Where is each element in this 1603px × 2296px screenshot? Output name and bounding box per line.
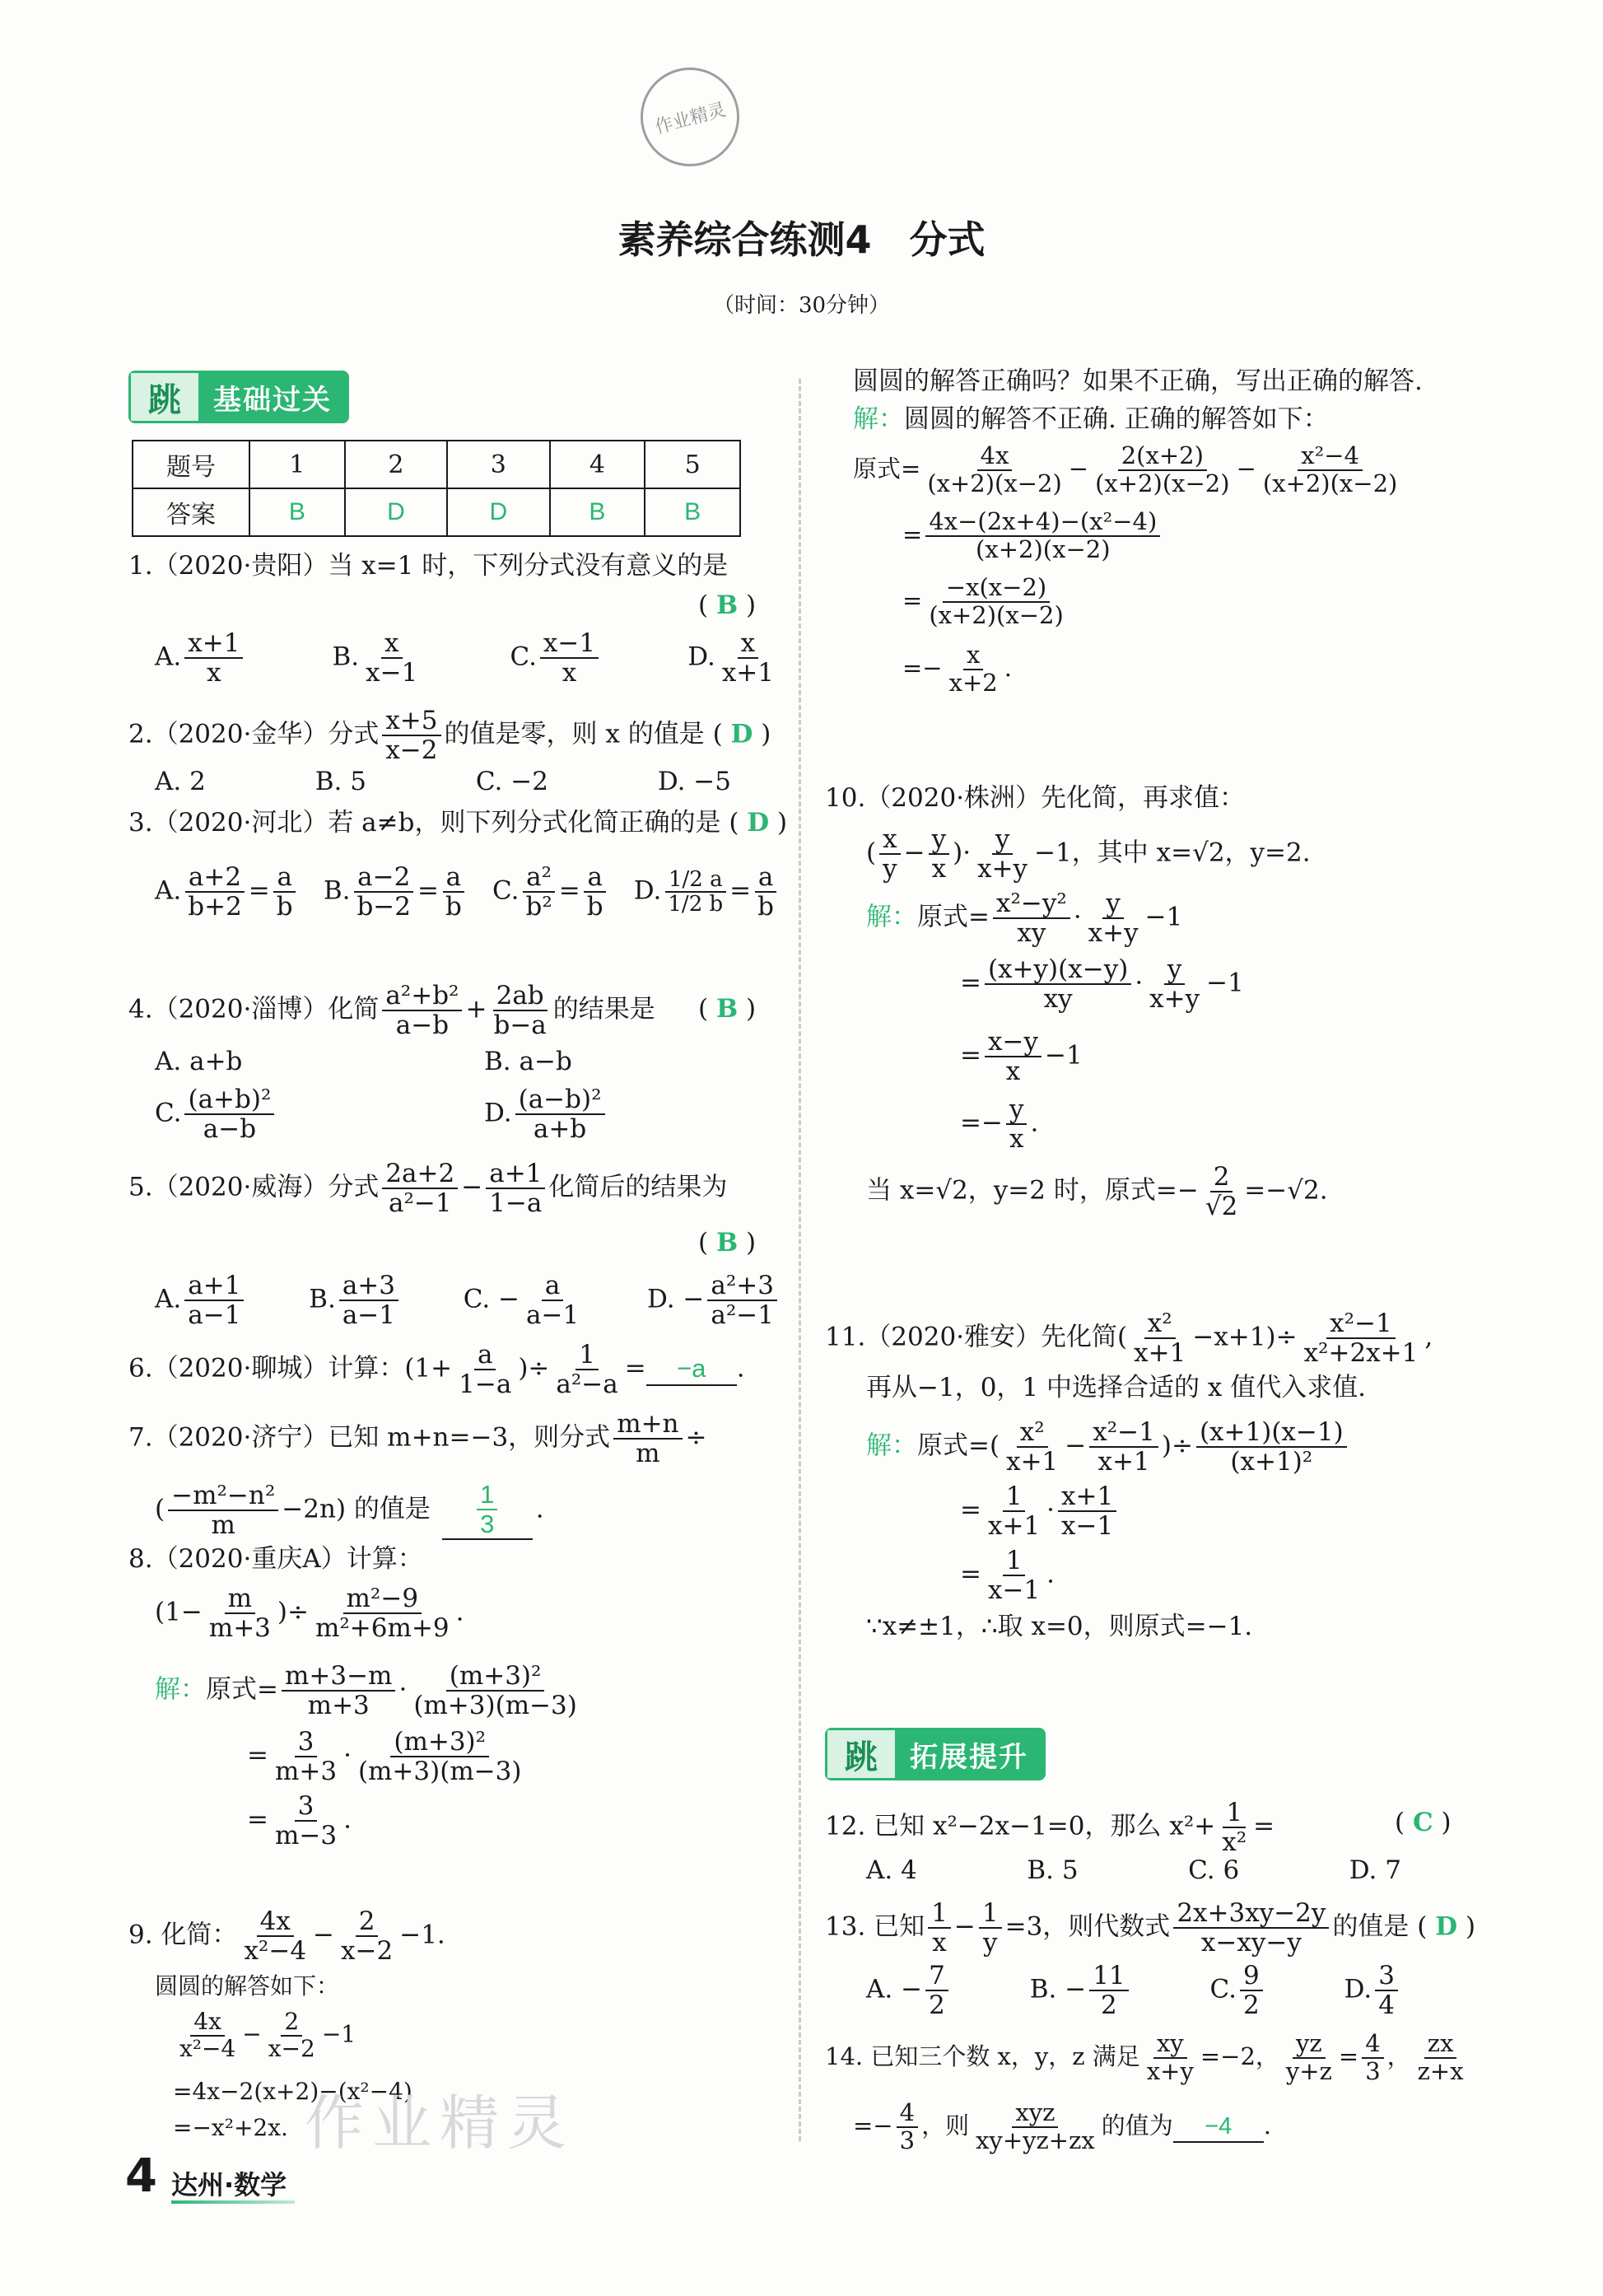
q10-solution-1: 解：原式= $\frac{\text{x²−y²}}{xy}$ · $\frac{y}{x+y}$ −1 bbox=[866, 889, 1183, 949]
q14-line2: =− $\frac{4}{3}$ ，则 $\frac{\text{xyz}}{xy+yz+zx}$ 的值为 −4 . bbox=[853, 2098, 1271, 2154]
q13-options: A. − $\frac{7}{2}$ B. − $\frac{11}{2}$ C. $\frac{9}{2}$ D. $\frac{3}{4}$ bbox=[866, 1962, 1401, 2019]
q1-stem: 1.（2020·贵阳）当 x=1 时，下列分式没有意义的是 bbox=[128, 551, 729, 581]
q1-options bbox=[155, 629, 781, 687]
q8-expr: (1− $\frac{m}{m+3}$ )÷ $\frac{\text{m²−9}}{\text{m²+6m+9}}$ . bbox=[155, 1584, 464, 1644]
q10-solution-3: = $\frac{x-y}{x}$ −1 bbox=[960, 1027, 1083, 1087]
q5-answer-value: B bbox=[715, 1228, 739, 1258]
q12-answer-value: C bbox=[1412, 1808, 1433, 1837]
q2-stem: 2.（2020·金华）分式 $\frac{x+5}{x-2}$ 的值是零，则 x 的值是 ( D ) bbox=[128, 706, 771, 766]
q9-work-2: =−x²+2x. bbox=[173, 2114, 288, 2141]
q7-line2: ( $\frac{\text{−m²−n²}}{m}$ −2n) 的值是 $\frac{1}{3}$ . bbox=[155, 1480, 544, 1541]
q3-option-d: D. $\frac{1/2 a}{1/2 b}$ = $\frac{a}{b}$ bbox=[634, 863, 781, 921]
q3-answer-value: D bbox=[747, 808, 770, 838]
q9-work-0: $\frac{4x}{\text{x²−4}}$ − $\frac{2}{x-2}$ −1 bbox=[179, 2008, 356, 2062]
q11-solution-2: = $\frac{1}{x+1}$ · $\frac{x+1}{x-1}$ bbox=[960, 1482, 1120, 1540]
page-title: 素养综合练测4 分式 bbox=[617, 217, 986, 262]
table-cell-answer: B bbox=[550, 488, 645, 536]
q7-stem: 7.（2020·济宁）已知 m+n=−3，则分式 $\frac{m+n}{m}$ ÷ bbox=[128, 1409, 707, 1469]
q8-stem: 8.（2020·重庆A）计算： bbox=[128, 1544, 423, 1574]
section-header-basic bbox=[128, 371, 349, 423]
q2-answer-value: D bbox=[730, 719, 753, 749]
q2-options: A. 2 B. 5 C. −2 D. −5 bbox=[155, 767, 731, 796]
q1-option-a: A. $\frac{x+1}{x}$ bbox=[155, 629, 246, 687]
column-divider bbox=[799, 379, 801, 2141]
q4-option-c: C. $\frac{\text{(a+b)²}}{a-b}$ bbox=[155, 1085, 277, 1143]
footer-title: 达州·数学 bbox=[171, 2169, 287, 2200]
q3-options bbox=[155, 863, 781, 921]
q12-options: A. 4 B. 5 C. 6 D. 7 bbox=[866, 1855, 1401, 1885]
q11-final: ∵x≠±1，∴取 x=0，则原式=−1. bbox=[866, 1612, 1253, 1641]
time-limit: （时间：30分钟） bbox=[712, 293, 891, 318]
q1-option-b: B. $\frac{x}{x-1}$ bbox=[332, 628, 418, 688]
q8-solution-3: = $\frac{3}{m-3}$ . bbox=[247, 1791, 352, 1851]
footer-line bbox=[171, 2200, 295, 2204]
q9-intro: 圆圆的解答如下： bbox=[155, 1972, 340, 2000]
stamp-logo bbox=[630, 57, 751, 178]
q4-option-a: A. a+b bbox=[155, 1047, 243, 1076]
q12-answer: ( C ) bbox=[1395, 1808, 1452, 1837]
q3-stem: 3.（2020·河北）若 a≠b，则下列分式化简正确的是 ( D ) bbox=[128, 808, 788, 838]
q9-work-1: =4x−2(x+2)−(x²−4) bbox=[173, 2078, 412, 2105]
q11-stem: 11.（2020·雅安）先化简( $\frac{\text{x²}}{x+1}$ −x+1)÷ $\frac{\text{x²−1}}{\text{x²+2x+1}}$ , bbox=[825, 1309, 1433, 1369]
q9-solution-4: =− $\frac{x}{x+2}$ . bbox=[902, 641, 1012, 697]
table-cell-num: 3 bbox=[447, 441, 549, 488]
q14-answer: −4 bbox=[1173, 2112, 1264, 2143]
q7-answer: $\frac{1}{3}$ bbox=[442, 1481, 533, 1540]
q3-option-c: C. $\frac{\text{a²}}{\text{b²}}$ = $\frac{a}{b}$ bbox=[492, 863, 610, 921]
q3-option-b: B. $\frac{a-2}{b-2}$ = $\frac{a}{b}$ bbox=[324, 863, 468, 921]
section-extend-label: 拓展提升 bbox=[895, 1730, 1043, 1778]
q1-answer-value: B bbox=[715, 590, 739, 620]
table-header-q: 题号 bbox=[133, 441, 249, 488]
stamp-text: 作业精灵 bbox=[652, 99, 729, 138]
watermark: 作业精灵 bbox=[305, 2088, 575, 2158]
q8-solution-2: = $\frac{3}{m+3}$ · $\frac{\text{(m+3)²}}{(m+3)(m-3)}$ bbox=[247, 1727, 522, 1787]
q13-answer-value: D bbox=[1435, 1911, 1458, 1942]
table-cell-answer: D bbox=[447, 488, 549, 536]
answer-table bbox=[132, 440, 741, 537]
q4-answer-value: B bbox=[715, 994, 739, 1024]
q10-stem: 10.（2020·株洲）先化简，再求值： bbox=[825, 783, 1246, 813]
q4-answer: ( B ) bbox=[698, 994, 757, 1024]
q9-solution-intro: 解：圆圆的解答不正确. 正确的解答如下： bbox=[853, 404, 1329, 434]
q5-options: A. $\frac{a+1}{a-1}$ B. $\frac{a+3}{a-1}$ C. − $\frac{a}{a-1}$ D. − $\frac{\text{a²+3}}{\text{a²−1}}$ bbox=[155, 1272, 781, 1329]
table-cell-num: 1 bbox=[249, 441, 345, 488]
q10-final: 当 x=√2，y=2 时，原式=− $\frac{2}{√2}$ =−√2. bbox=[866, 1162, 1328, 1222]
q9-solution-3: = $\frac{-x(x-2)}{(x+2)(x-2)}$ bbox=[902, 573, 1064, 629]
q1-option-d: D. $\frac{x}{x+1}$ bbox=[687, 628, 774, 688]
table-cell-answer: B bbox=[645, 488, 740, 536]
table-cell-num: 5 bbox=[645, 441, 740, 488]
section-extend-icon: 跳 bbox=[827, 1730, 895, 1778]
table-cell-num: 4 bbox=[550, 441, 645, 488]
q13-stem: 13. 已知 $\frac{1}{x}$ − $\frac{1}{y}$ =3，则代数式 $\frac{2x+3xy-2y}{x-xy-y}$ 的值是 ( D ) bbox=[825, 1898, 1476, 1958]
q14-stem: 14. 已知三个数 x，y，z 满足 $\frac{xy}{x+y}$ =−2， $\frac{yz}{y+z}$ = $\frac{4}{3}$ ， $\frac{zx}{z+x}$ bbox=[825, 2029, 1464, 2085]
section-basic-label: 基础过关 bbox=[198, 373, 347, 421]
q3-option-a: A. $\frac{a+2}{b+2}$ = $\frac{a}{b}$ bbox=[155, 863, 300, 921]
q5-answer: ( B ) bbox=[698, 1228, 757, 1258]
table-cell-num: 2 bbox=[345, 441, 447, 488]
q9-solution-2: = $\frac{\text{4x−(2x+4)−(x²−4)}}{(x+2)(x-2)}$ bbox=[902, 509, 1163, 563]
q11-solution-3: = $\frac{1}{x-1}$ . bbox=[960, 1546, 1055, 1606]
q6-stem: 6.（2020·聊城）计算：(1+ $\frac{a}{1-a}$ )÷ $\frac{1}{\text{a²−a}}$ = −a . bbox=[128, 1340, 745, 1400]
q8-solution-1: 解：原式= $\frac{m+3-m}{m+3}$ · $\frac{\text{(m+3)²}}{(m+3)(m-3)}$ bbox=[155, 1661, 577, 1721]
q4-option-d: D. $\frac{\text{(a−b)²}}{a+b}$ bbox=[484, 1085, 608, 1143]
table-header-a: 答案 bbox=[133, 488, 249, 536]
q10-solution-4: =− $\frac{y}{x}$ . bbox=[960, 1094, 1039, 1155]
q4-stem: 4.（2020·淄博）化简 $\frac{\text{a²+b²}}{a-b}$ + $\frac{2ab}{b-a}$ 的结果是 bbox=[128, 981, 655, 1041]
section-header-extend bbox=[825, 1728, 1046, 1780]
q12-stem: 12. 已知 x²−2x−1=0，那么 x²+ $\frac{1}{\text{x²}}$ = bbox=[825, 1798, 1275, 1858]
q6-answer: −a bbox=[646, 1353, 737, 1387]
q9-stem: 9. 化简： $\frac{4x}{\text{x²−4}}$ − $\frac{2}{x-2}$ −1. bbox=[128, 1906, 445, 1967]
q11-solution-1: 解：原式=( $\frac{\text{x²}}{x+1}$ − $\frac{\text{x²−1}}{x+1}$ )÷ $\frac{(x+1)(x-1)}{\text{(x+1)²}}$ bbox=[866, 1418, 1350, 1476]
q5-stem: 5.（2020·威海）分式 $\frac{2a+2}{\text{a²−1}}$ − $\frac{a+1}{1-a}$ 化简后的结果为 bbox=[128, 1159, 728, 1219]
table-cell-answer: D bbox=[345, 488, 447, 536]
q10-expr: ( $\frac{x}{y}$ − $\frac{y}{x}$ )· $\frac{y}{x+y}$ −1，其中 x=√2，y=2. bbox=[866, 824, 1311, 884]
section-basic-icon: 跳 bbox=[131, 373, 198, 421]
page-number: 4 bbox=[125, 2149, 157, 2203]
q1-option-c: C. $\frac{x-1}{x}$ bbox=[510, 629, 602, 687]
q11-line2: 再从−1，0，1 中选择合适的 x 值代入求值. bbox=[866, 1373, 1367, 1402]
q1-answer: ( B ) bbox=[698, 590, 757, 620]
q9-question: 圆圆的解答正确吗？如果不正确，写出正确的解答. bbox=[853, 366, 1423, 396]
q10-solution-2: = $\frac{(x+y)(x-y)}{xy}$ · $\frac{y}{x+y}$ −1 bbox=[960, 954, 1244, 1015]
q9-solution-1: 原式= $\frac{4x}{(x+2)(x-2)}$ − $\frac{2(x+2)}{(x+2)(x-2)}$ − $\frac{\text{x²−4}}{(x+2)(x-2)}$ bbox=[853, 441, 1398, 497]
table-cell-answer: B bbox=[249, 488, 345, 536]
q4-option-b: B. a−b bbox=[484, 1047, 572, 1076]
